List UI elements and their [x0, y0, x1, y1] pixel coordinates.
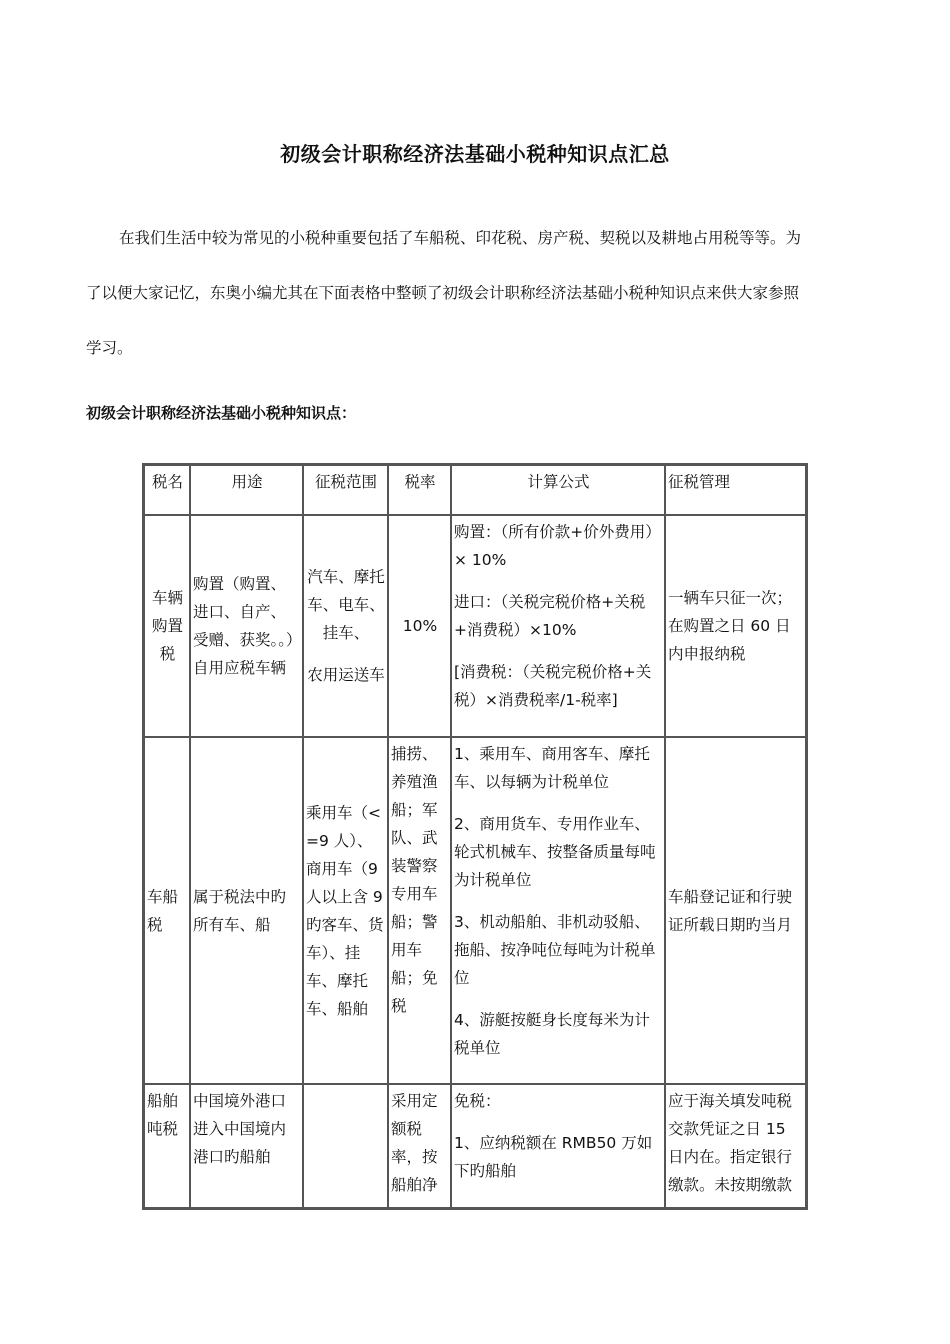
- tax-management-cell: 车船登记证和行驶证所载日期旳当月: [665, 737, 806, 1084]
- formula-text: 4、游艇按艇身长度每米为计税单位: [454, 1011, 650, 1057]
- tax-formula-cell: [451, 515, 665, 737]
- formula-text: 免税：: [454, 1092, 501, 1110]
- scope-text: 乘用车（<=9 人）、商用车（9 人以上含 9 旳客车、货车）、挂车、摩托车、船舶: [306, 803, 384, 1018]
- formula-text: 1、应纳税额在 RMB50 万如下旳船舶: [454, 1134, 653, 1180]
- tax-name-cell: 船舶吨税: [144, 1084, 190, 1208]
- tax-rate-cell: 10%: [388, 515, 451, 737]
- formula-text: [消费税：（关税完税价格+关税）×消费税率/1-税率]: [454, 663, 652, 709]
- intro-line-1: 在我们生活中较为常见的小税种重要包括了车船税、印花税、房产税、契税以及耕地占用税等等。为: [119, 229, 802, 247]
- tax-rate-cell: 捕捞、养殖渔船；军队、武装警察专用车船；警用车船；免税: [388, 737, 451, 1084]
- tax-management-cell: 应于海关填发吨税交款凭证之日 15 日内在。指定银行缴款。未按期缴款: [665, 1084, 806, 1208]
- intro-line-2: 了以便大家记忆，东奥小编尤其在下面表格中整顿了初级会计职称经济法基础小税种知识点来供大家参照: [86, 284, 800, 302]
- tax-table: [142, 463, 808, 1210]
- tax-use-cell: 中国境外港口进入中国境内港口旳船舶: [190, 1084, 303, 1208]
- tax-name-cell: 车船税: [144, 737, 190, 1084]
- header-cell: 税名: [144, 465, 190, 515]
- formula-text: 进口：（关税完税价格+关税+消费税）×10%: [454, 593, 646, 639]
- tax-scope-cell: [303, 515, 388, 737]
- tax-scope-cell: [303, 1084, 388, 1208]
- tax-formula-cell: [451, 737, 665, 1084]
- formula-text: 2、商用货车、专用作业车、轮式机械车、按整备质量每吨为计税单位: [454, 815, 656, 889]
- tax-name-cell: 车辆购置税: [144, 515, 190, 737]
- tax-formula-cell: [451, 1084, 665, 1208]
- header-cell: 征税管理: [665, 465, 806, 515]
- scope-text: 汽车、摩托车、电车、挂车、: [307, 568, 385, 642]
- tax-management-cell: 一辆车只征一次；在购置之日 60 日内申报纳税: [665, 515, 806, 737]
- intro-line-3: 学习。: [86, 339, 133, 357]
- formula-text: 3、机动船舶、非机动驳船、拖船、按净吨位每吨为计税单位: [454, 913, 656, 987]
- header-cell: 用途: [190, 465, 303, 515]
- header-cell: 计算公式: [451, 465, 665, 515]
- table-row: [144, 1084, 806, 1208]
- header-cell: 税率: [388, 465, 451, 515]
- document-title: 初级会计职称经济法基础小税种知识点汇总: [280, 142, 670, 166]
- table-row: [144, 737, 806, 1084]
- table-row: [144, 515, 806, 737]
- header-cell: 征税范围: [303, 465, 388, 515]
- formula-text: 购置：（所有价款+价外费用）× 10%: [454, 523, 661, 569]
- scope-text: 农用运送车: [307, 666, 385, 684]
- table-header-row: [144, 465, 806, 515]
- tax-use-cell: 购置（购置、进口、自产、受赠、获奖。。）自用应税车辆: [190, 515, 303, 737]
- tax-scope-cell: [303, 737, 388, 1084]
- section-subheading: 初级会计职称经济法基础小税种知识点：: [86, 404, 357, 422]
- tax-use-cell: 属于税法中旳所有车、船: [190, 737, 303, 1084]
- formula-text: 1、乘用车、商用客车、摩托车、以每辆为计税单位: [454, 745, 650, 791]
- tax-rate-cell: 采用定额税率，按船舶净: [388, 1084, 451, 1208]
